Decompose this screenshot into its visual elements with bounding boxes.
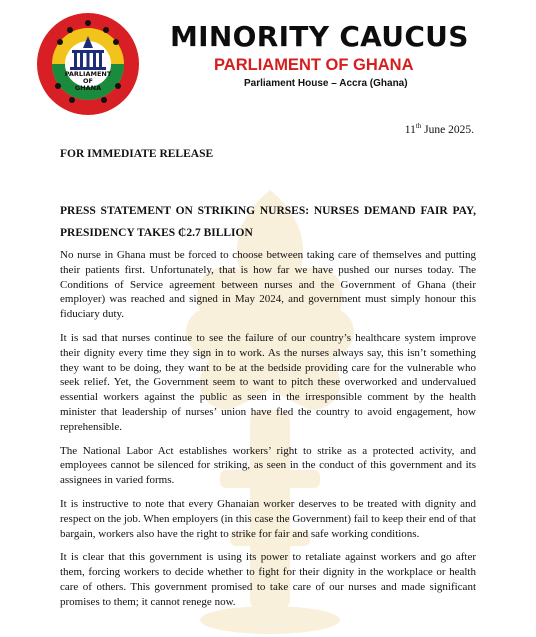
svg-text:PARLIAMENT: PARLIAMENT bbox=[64, 70, 112, 78]
date-suffix: th bbox=[415, 122, 422, 130]
paragraph: The National Labor Act establishes workers’ right to strike as a protected activity, and employees cannot be silenced for striking, as seen in the conduct of this government and its assignees in varied forms. bbox=[60, 444, 476, 487]
date-day: 11 bbox=[404, 123, 416, 136]
paragraph: It is clear that this government is using its power to retaliate against workers and go after them, forcing workers to decide whether to fight for their dignity in the workplace or health care of others. This government promised to take care of our nurses and made significant promises to them; it cannot renege now. bbox=[60, 551, 476, 608]
svg-text:GHANA: GHANA bbox=[74, 84, 102, 92]
statement-body bbox=[60, 248, 476, 619]
paragraph: It is sad that nurses continue to see the failure of our country’s healthcare system improve their dignity every time they sign in to work. As the nurses always say, this isn’t something they want to be doing, they want to be at the bedside providing care for the vulnerable who seek relief. Yet, the Government seem to want to pitch these overworked and undervalued essential workers against the public as seen in the irresponsible comment by the health minister that leadership of nurses’ union have fled the country to avoid engagement, how reprehensible. bbox=[60, 331, 476, 433]
parliament-seal-logo bbox=[36, 12, 140, 116]
date-rest: June 2025. bbox=[421, 123, 474, 136]
release-date bbox=[405, 122, 474, 136]
svg-text:OF: OF bbox=[83, 77, 93, 85]
letterhead bbox=[0, 0, 536, 112]
parliament-subtitle: PARLIAMENT OF GHANA bbox=[214, 56, 414, 74]
paragraph: It is instructive to note that every Ghanaian worker deserves to be treated with dignity and respect on the job. When employers (in this case the Government) fail to keep their end of that bargain, workers also have the right to strike for fair and safe working conditions. bbox=[60, 497, 476, 540]
caucus-title: MINORITY CAUCUS bbox=[170, 20, 469, 53]
statement-headline: PRESS STATEMENT ON STRIKING NURSES: NURSES DEMAND FAIR PAY, PRESIDENCY TAKES ₵2.7 BILLION bbox=[60, 205, 476, 239]
release-label: FOR IMMEDIATE RELEASE bbox=[60, 148, 214, 160]
paragraph: No nurse in Ghana must be forced to choose between taking care of themselves and putting their patients first. Unfortunately, that is how far we have pushed our nurses today. The Conditions of Service agreement between nurses and the Government of Ghana (their employer) was reached and signed in May 2024, and government must simply honour this fiduciary duty. bbox=[60, 249, 476, 321]
parliament-address: Parliament House – Accra (Ghana) bbox=[244, 78, 408, 89]
